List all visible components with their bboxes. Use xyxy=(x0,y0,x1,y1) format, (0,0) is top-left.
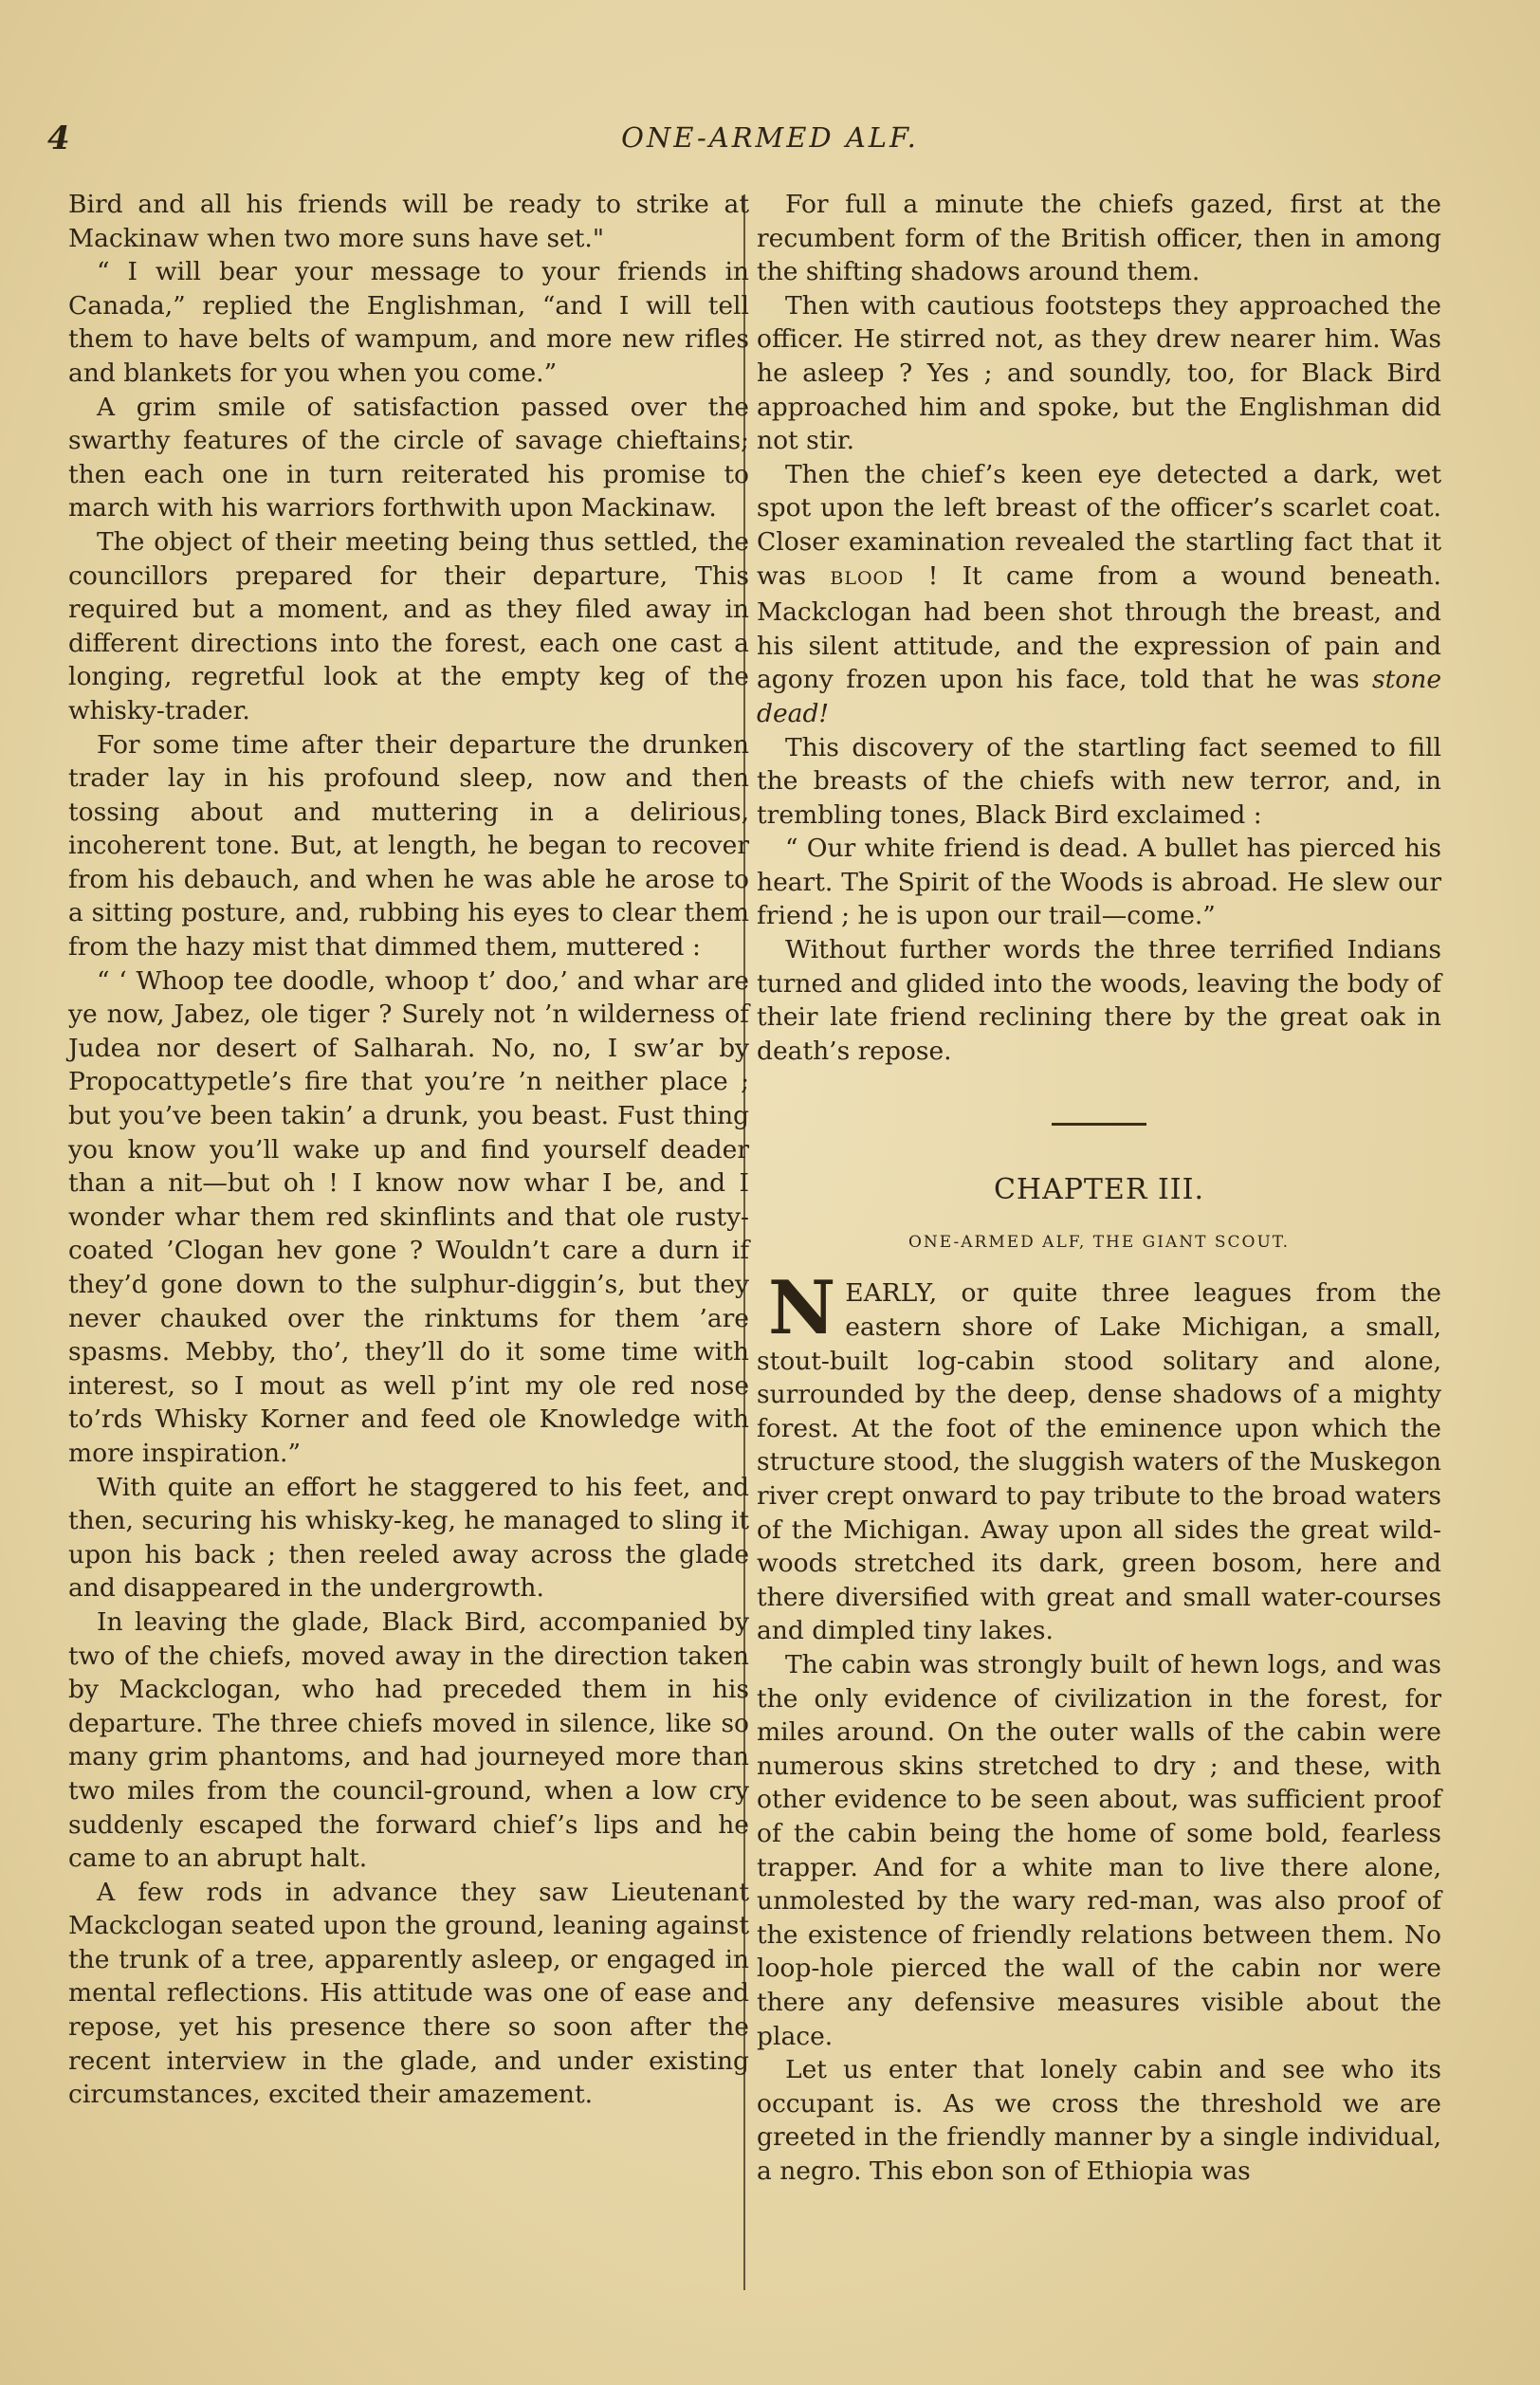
chapter-first-paragraph xyxy=(757,1265,1441,1648)
paragraph: The cabin was strongly built of hewn logs, and was the only evidence of civilization in the forest, for miles around. On the outer walls of the cabin were numerous skins stretched to dry ; and these, with other evidence to be seen about, was sufficient proof of the cabin being the home of some bold, fearless trapper. And for a white man to live there alone, unmolested by the wary red-man, was also proof of the existence of friendly relations between them. No loop-hole pierced the wall of the cabin nor were there any defensive measures visible about the place. xyxy=(757,1649,1441,2051)
left-column xyxy=(68,188,749,2112)
paragraph: For full a minute the chiefs gazed, first at the recumbent form of the British officer, then in among the shifting shadows around them. xyxy=(757,190,1441,287)
paragraph: The object of their meeting being thus settled, the councillors prepared for their departure, This required but a moment, and as they filed away in different directions into the forest, each one cast a longing, regretful look at the empty keg of the whisky-trader. xyxy=(68,526,749,725)
paragraph: With quite an effort he staggered to his feet, and then, securing his whisky-keg, he managed to sling it upon his back ; then reeled away across the glade and disappeared in the undergrowth. xyxy=(68,1472,749,1604)
paragraph: Bird and all his friends will be ready to strike at Mackinaw when two more suns have set." xyxy=(68,190,749,253)
chapter-subtitle: ONE-ARMED ALF, THE GIANT SCOUT. xyxy=(908,1233,1291,1253)
page-number: 4 xyxy=(47,119,70,157)
emphasis-smallcaps: BLOOD xyxy=(830,567,905,589)
paragraph-blood-discovery xyxy=(757,458,1441,731)
paragraph: “ ‘ Whoop tee doodle, whoop t’ doo,’ and whar are ye now, Jabez, ole tiger ? Surely not ’n wilderness of Judea nor desert of Salharah. No, no, I sw’ar by Propocattypetle’s fire that you’re ’n neither place ; but you’ve been takin’ a drunk, you beast. Fust thing you know you’ll wake up and find yourself deader than a nit—but oh ! I know now whar I be, and I wonder whar them red skinflints and that ole rusty-coated ’Clogan hev gone ? Wouldn’t care a durn if they’d gone down to the sulphur-diggin’s, but they never chauked over the rinktums for them ’are spasms. Mebby, tho’, they’ll do it some time with interest, so I mout as well p’int my ole red nose to’rds Whisky Korner and feed ole Knowledge with more inspiration.” xyxy=(68,965,749,1468)
paragraph: For some time after their departure the drunken trader lay in his profound sleep, now and then tossing about and muttering in a delirious, incoherent tone. But, at length, he began to recover from his debauch, and when he was able he arose to a sitting posture, and, rubbing his eyes to clear them from the hazy mist that dimmed them, muttered : xyxy=(68,729,749,963)
chapter-title: CHAPTER III. xyxy=(993,1173,1205,1207)
paragraph: Then with cautious footsteps they approached the officer. He stirred not, as they drew nearer him. Was he asleep ? Yes ; and soundly, too, for Black Bird approached him and spoke, but the Englishman did not stir. xyxy=(757,290,1441,456)
text-run: Then the chief’s keen eye detected a dark, wet spot upon the left breast of the officer’s scarlet coat. Closer examination revealed the startling fact that it was xyxy=(757,459,1441,591)
right-column xyxy=(757,188,1441,2188)
emphasis-italic: stone dead! xyxy=(757,665,1441,728)
page-header xyxy=(0,119,1540,167)
first-word: EARLY, xyxy=(845,1278,938,1309)
paragraph: “ Our white friend is dead. A bullet has pierced his heart. The Spirit of the Woods is abroad. He slew our friend ; he is upon our trail—come.” xyxy=(757,834,1441,931)
running-title: ONE-ARMED ALF. xyxy=(621,121,919,154)
section-divider-rule xyxy=(1052,1123,1146,1126)
paragraph: Let us enter that lonely cabin and see who its occupant is. As we cross the threshold we are greeted in the friendly manner by a single individual, a negro. This ebon son of Ethiopia was xyxy=(757,2055,1441,2186)
text-run: or quite three leagues from the eastern shore of Lake Michigan, a small, stout-built log-cabin stood solitary and alone, surrounded by the deep, dense shadows of a mighty forest. At the foot of the eminence upon which the structure stood, the sluggish waters of the Muskegon river crept onward to pay tribute to the broad waters of the Michigan. Away upon all sides the great wild-woods stretched its dark, green bosom, here and there diversified with great and small water-courses and dimpled tiny lakes. xyxy=(757,1278,1441,1646)
paragraph: A grim smile of satisfaction passed over the swarthy features of the circle of savage chieftains; then each one in turn reiterated his promise to march with his warriors forthwith upon Mackinaw. xyxy=(68,392,749,523)
drop-cap-letter: N xyxy=(768,1265,836,1352)
paragraph: In leaving the glade, Black Bird, accompanied by two of the chiefs, moved away in the direction taken by Mackclogan, who had preceded them in his departure. The three chiefs moved in silence, like so many grim phantoms, and had journeyed more than two miles from the council-ground, when a low cry suddenly escaped the forward chief’s lips and he came to an abrupt halt. xyxy=(68,1606,749,1874)
text-run: ! It came from a wound beneath. Mackclogan had been shot through the breast, and his silent attitude, and the expression of pain and agony frozen upon his face, told that he was xyxy=(757,560,1441,695)
paragraph: Without further words the three terrified Indians turned and glided into the woods, leaving the body of their late friend reclining there by the great oak in death’s repose. xyxy=(757,935,1441,1066)
paragraph: “ I will bear your message to your friends in Canada,” replied the Englishman, “and I will tell them to have belts of wampum, and more new rifles and blankets for you when you come.” xyxy=(68,257,749,388)
paragraph: This discovery of the startling fact seemed to fill the breasts of the chiefs with new terror, and, in trembling tones, Black Bird exclaimed : xyxy=(757,732,1441,830)
paragraph: A few rods in advance they saw Lieutenant Mackclogan seated upon the ground, leaning against the trunk of a tree, apparently asleep, or engaged in mental reflections. His attitude was one of ease and repose, yet his presence there so soon after the recent interview in the glade, and under existing circumstances, excited their amazement. xyxy=(68,1877,749,2110)
